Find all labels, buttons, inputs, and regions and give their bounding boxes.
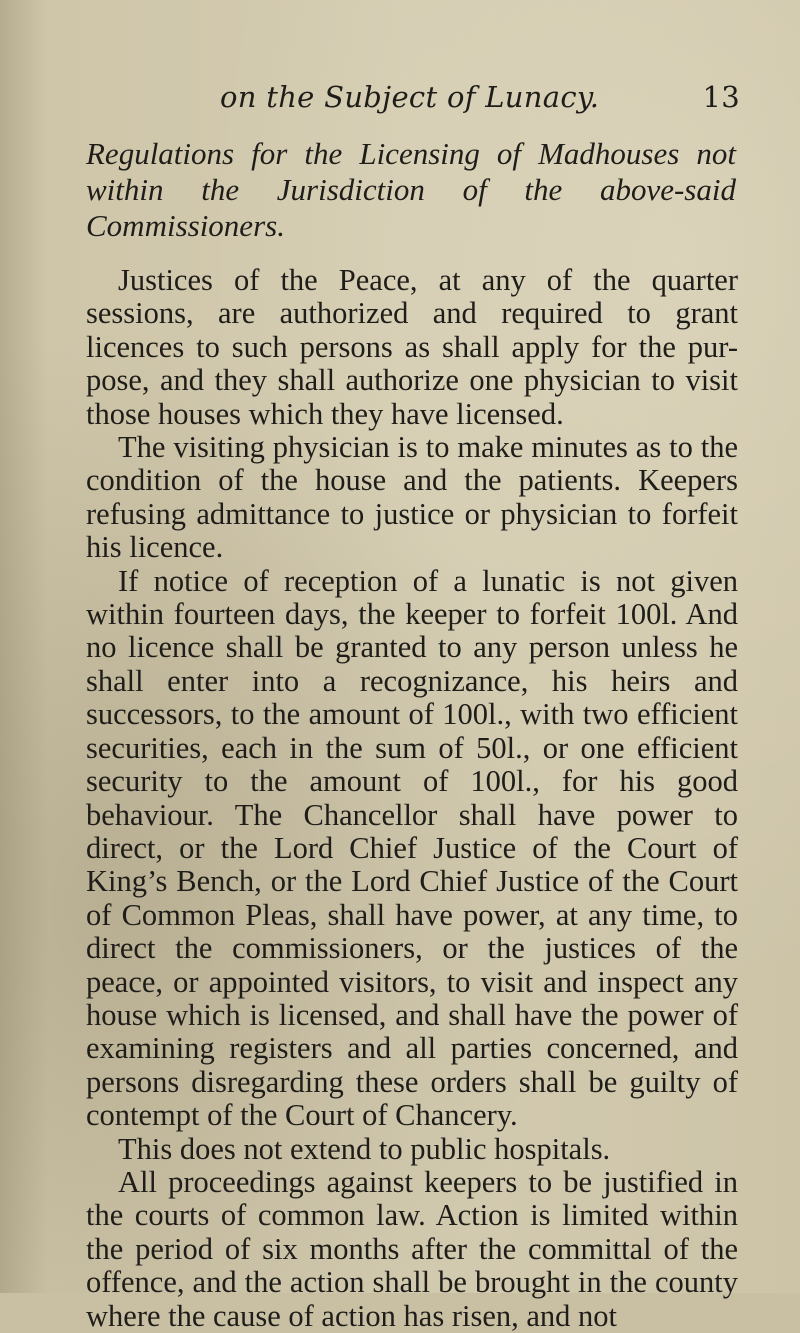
paragraph-visiting-physician: The visiting physician is to make minutes as to the condition of the house and the patients. Keepers refusing admittance to justice or physician to forfeit his licence.	[86, 430, 738, 565]
paragraph-licensing: Justices of the Peace, at any of the quarter sessions, are authorized and required to grant licences to such persons as shall apply for the pur-pose, and they shall authorize one physician to visit those houses which they have licensed.	[86, 263, 738, 431]
page-number: 13	[702, 80, 740, 114]
section-heading: Regulations for the Licensing of Madhouses not within the Jurisdiction of the above-said Commissioners.	[86, 136, 736, 243]
paragraph-notice-of-reception: If notice of reception of a lunatic is not given within fourteen days, the keeper to forfeit 100l. And no licence shall be granted to any person unless he shall enter into a recognizance, his heirs and successors, to the amount of 100l., with two efficient securities, each in the sum of 50l., or one efficient security to the amount of 100l., for his good behaviour. The Chancellor shall have power to direct, or the Lord Chief Justice of the Court of King’s Bench, or the Lord Chief Justice of the Court of Common Pleas, shall have power, at any time, to direct the commissioners, or the justices of the peace, or appointed visitors, to visit and inspect any house which is licensed, and shall have the power of examining registers and all parties concerned, and persons disregarding these orders shall be guilty of contempt of the Court of Chancery.	[86, 563, 738, 1133]
running-title: on the Subject of Lunacy.	[220, 80, 600, 114]
body-text	[86, 264, 738, 1333]
paragraph-proceedings: All proceedings against keepers to be justified in the courts of common law. Action is limited within the period of six months after the committal of the offence, and the action shall be brought in the county where the cause of action has risen, and not	[86, 1164, 738, 1333]
running-head	[220, 80, 740, 120]
paragraph-public-hospitals: This does not extend to public hospitals.	[118, 1131, 611, 1166]
